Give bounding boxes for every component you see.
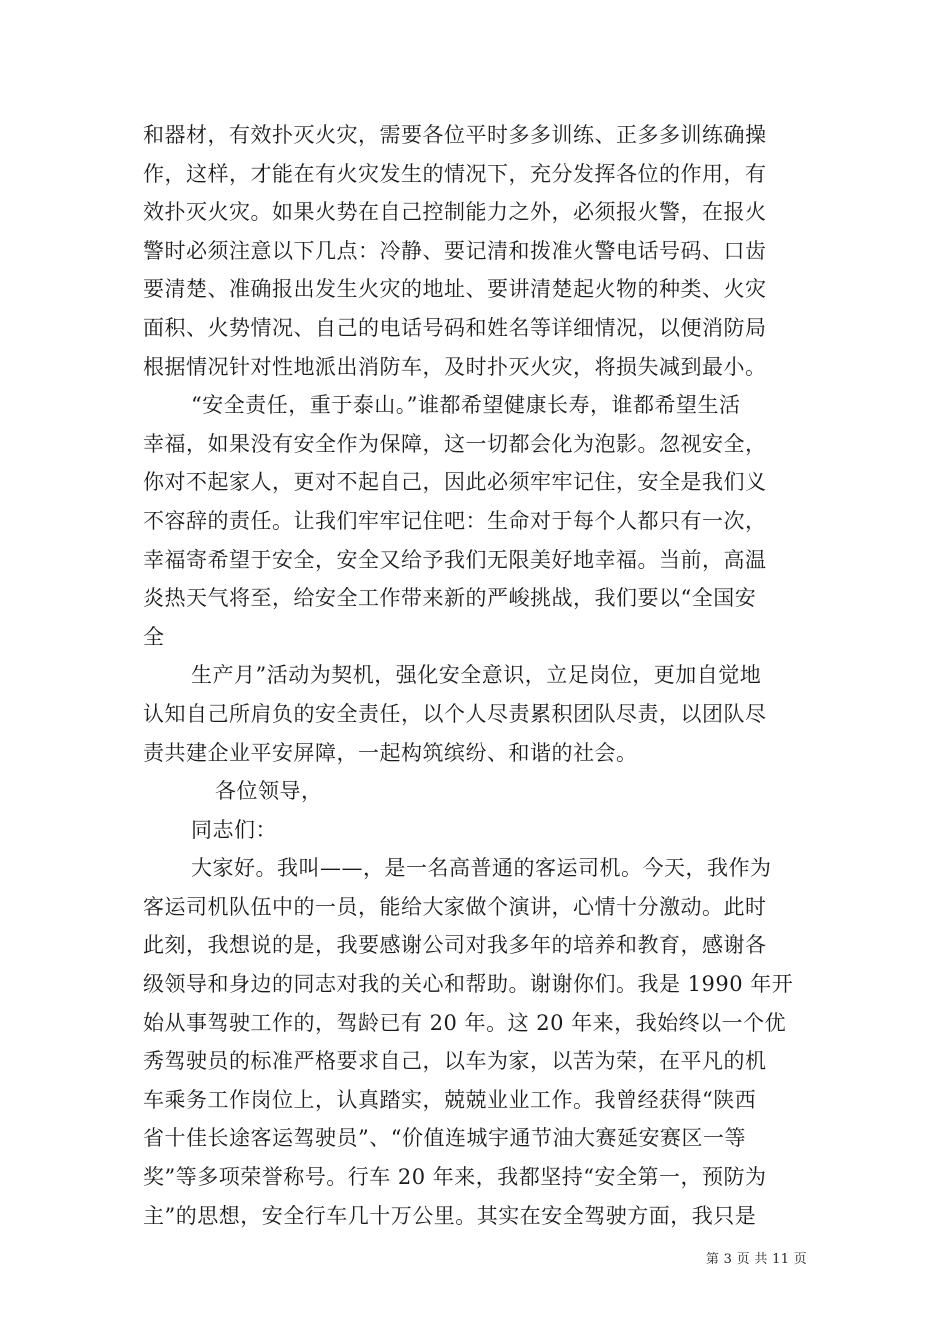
text-line: 奖”等多项荣誉称号。行车 20 年来，我都坚持“安全第一，预防为	[143, 1165, 767, 1190]
text-line: 幸福，如果没有安全作为保障，这一切都会化为泡影。忽视安全，	[143, 431, 767, 456]
text-line: 和器材，有效扑灭火灾，需要各位平时多多训练、正多多训练确操	[143, 123, 767, 147]
paragraph-start-line: “安全责任，重于泰山。”谁都希望健康长寿，谁都希望生活	[191, 393, 741, 418]
page-number: 第 3 页 共 11 页	[705, 1252, 807, 1267]
text-line: 作，这样，才能在有火灾发生的情况下，充分发挥各位的作用，有	[143, 161, 767, 186]
paragraph-start-line: 生产月”活动为契机，强化安全意识，立足岗位，更加自觉地	[191, 663, 762, 688]
text-line: 面积、火势情况、自己的电话号码和姓名等详细情况，以便消防局	[143, 315, 767, 340]
text-line: 不容辞的责任。让我们牢牢记住吧：生命对于每个人都只有一次，	[143, 508, 767, 533]
text-line: 要清楚、准确报出发生火灾的地址、要讲清楚起火物的种类、火灾	[143, 277, 767, 302]
text-line: 全	[143, 624, 165, 649]
salutation-line: 同志们：	[191, 817, 277, 842]
text-line: 省十佳长途客运驾驶员”、“价值连城宇通节油大赛延安赛区一等	[143, 1126, 746, 1151]
text-line: 你对不起家人，更对不起自己，因此必须牢牢记住，安全是我们义	[143, 470, 767, 495]
text-line: 认知自己所肩负的安全责任，以个人尽责累积团队尽责，以团队尽	[143, 701, 767, 726]
text-line: 效扑灭火灾。如果火势在自己控制能力之外，必须报火警，在报火	[143, 200, 767, 225]
text-line: 车乘务工作岗位上，认真踏实，兢兢业业工作。我曾经获得“陕西	[143, 1087, 757, 1112]
text-line: 根据情况针对性地派出消防车，及时扑灭火灾，将损失减到最小。	[143, 354, 767, 379]
text-line: 始从事驾驶工作的，驾龄已有 20 年。这 20 年来，我始终以一个优	[143, 1010, 787, 1035]
text-line: 秀驾驶员的标准严格要求自己，以车为家，以苦为荣，在平凡的机	[143, 1049, 767, 1074]
text-line: 级领导和身边的同志对我的关心和帮助。谢谢你们。我是 1990 年开	[143, 972, 794, 997]
text-line: 警时必须注意以下几点：冷静、要记清和拨准火警电话号码、口齿	[143, 238, 767, 263]
document-body	[143, 116, 811, 1235]
text-line: 客运司机队伍中的一员，能给大家做个演讲，心情十分激动。此时	[143, 894, 767, 919]
text-line: 幸福寄希望于安全，安全又给予我们无限美好地幸福。当前，高温	[143, 547, 767, 572]
text-line: 主”的思想，安全行车几十万公里。其实在安全驾驶方面，我只是	[143, 1203, 757, 1228]
text-line: 责共建企业平安屏障，一起构筑缤纷、和谐的社会。	[143, 740, 638, 765]
text-line: 炎热天气将至，给安全工作带来新的严峻挑战，我们要以“全国安	[143, 586, 757, 611]
paragraph-start-line: 大家好。我叫——，是一名高普通的客运司机。今天，我作为	[191, 856, 772, 881]
text-line: 此刻，我想说的是，我要感谢公司对我多年的培养和教育，感谢各	[143, 933, 767, 958]
salutation-line: 各位领导，	[215, 779, 323, 804]
